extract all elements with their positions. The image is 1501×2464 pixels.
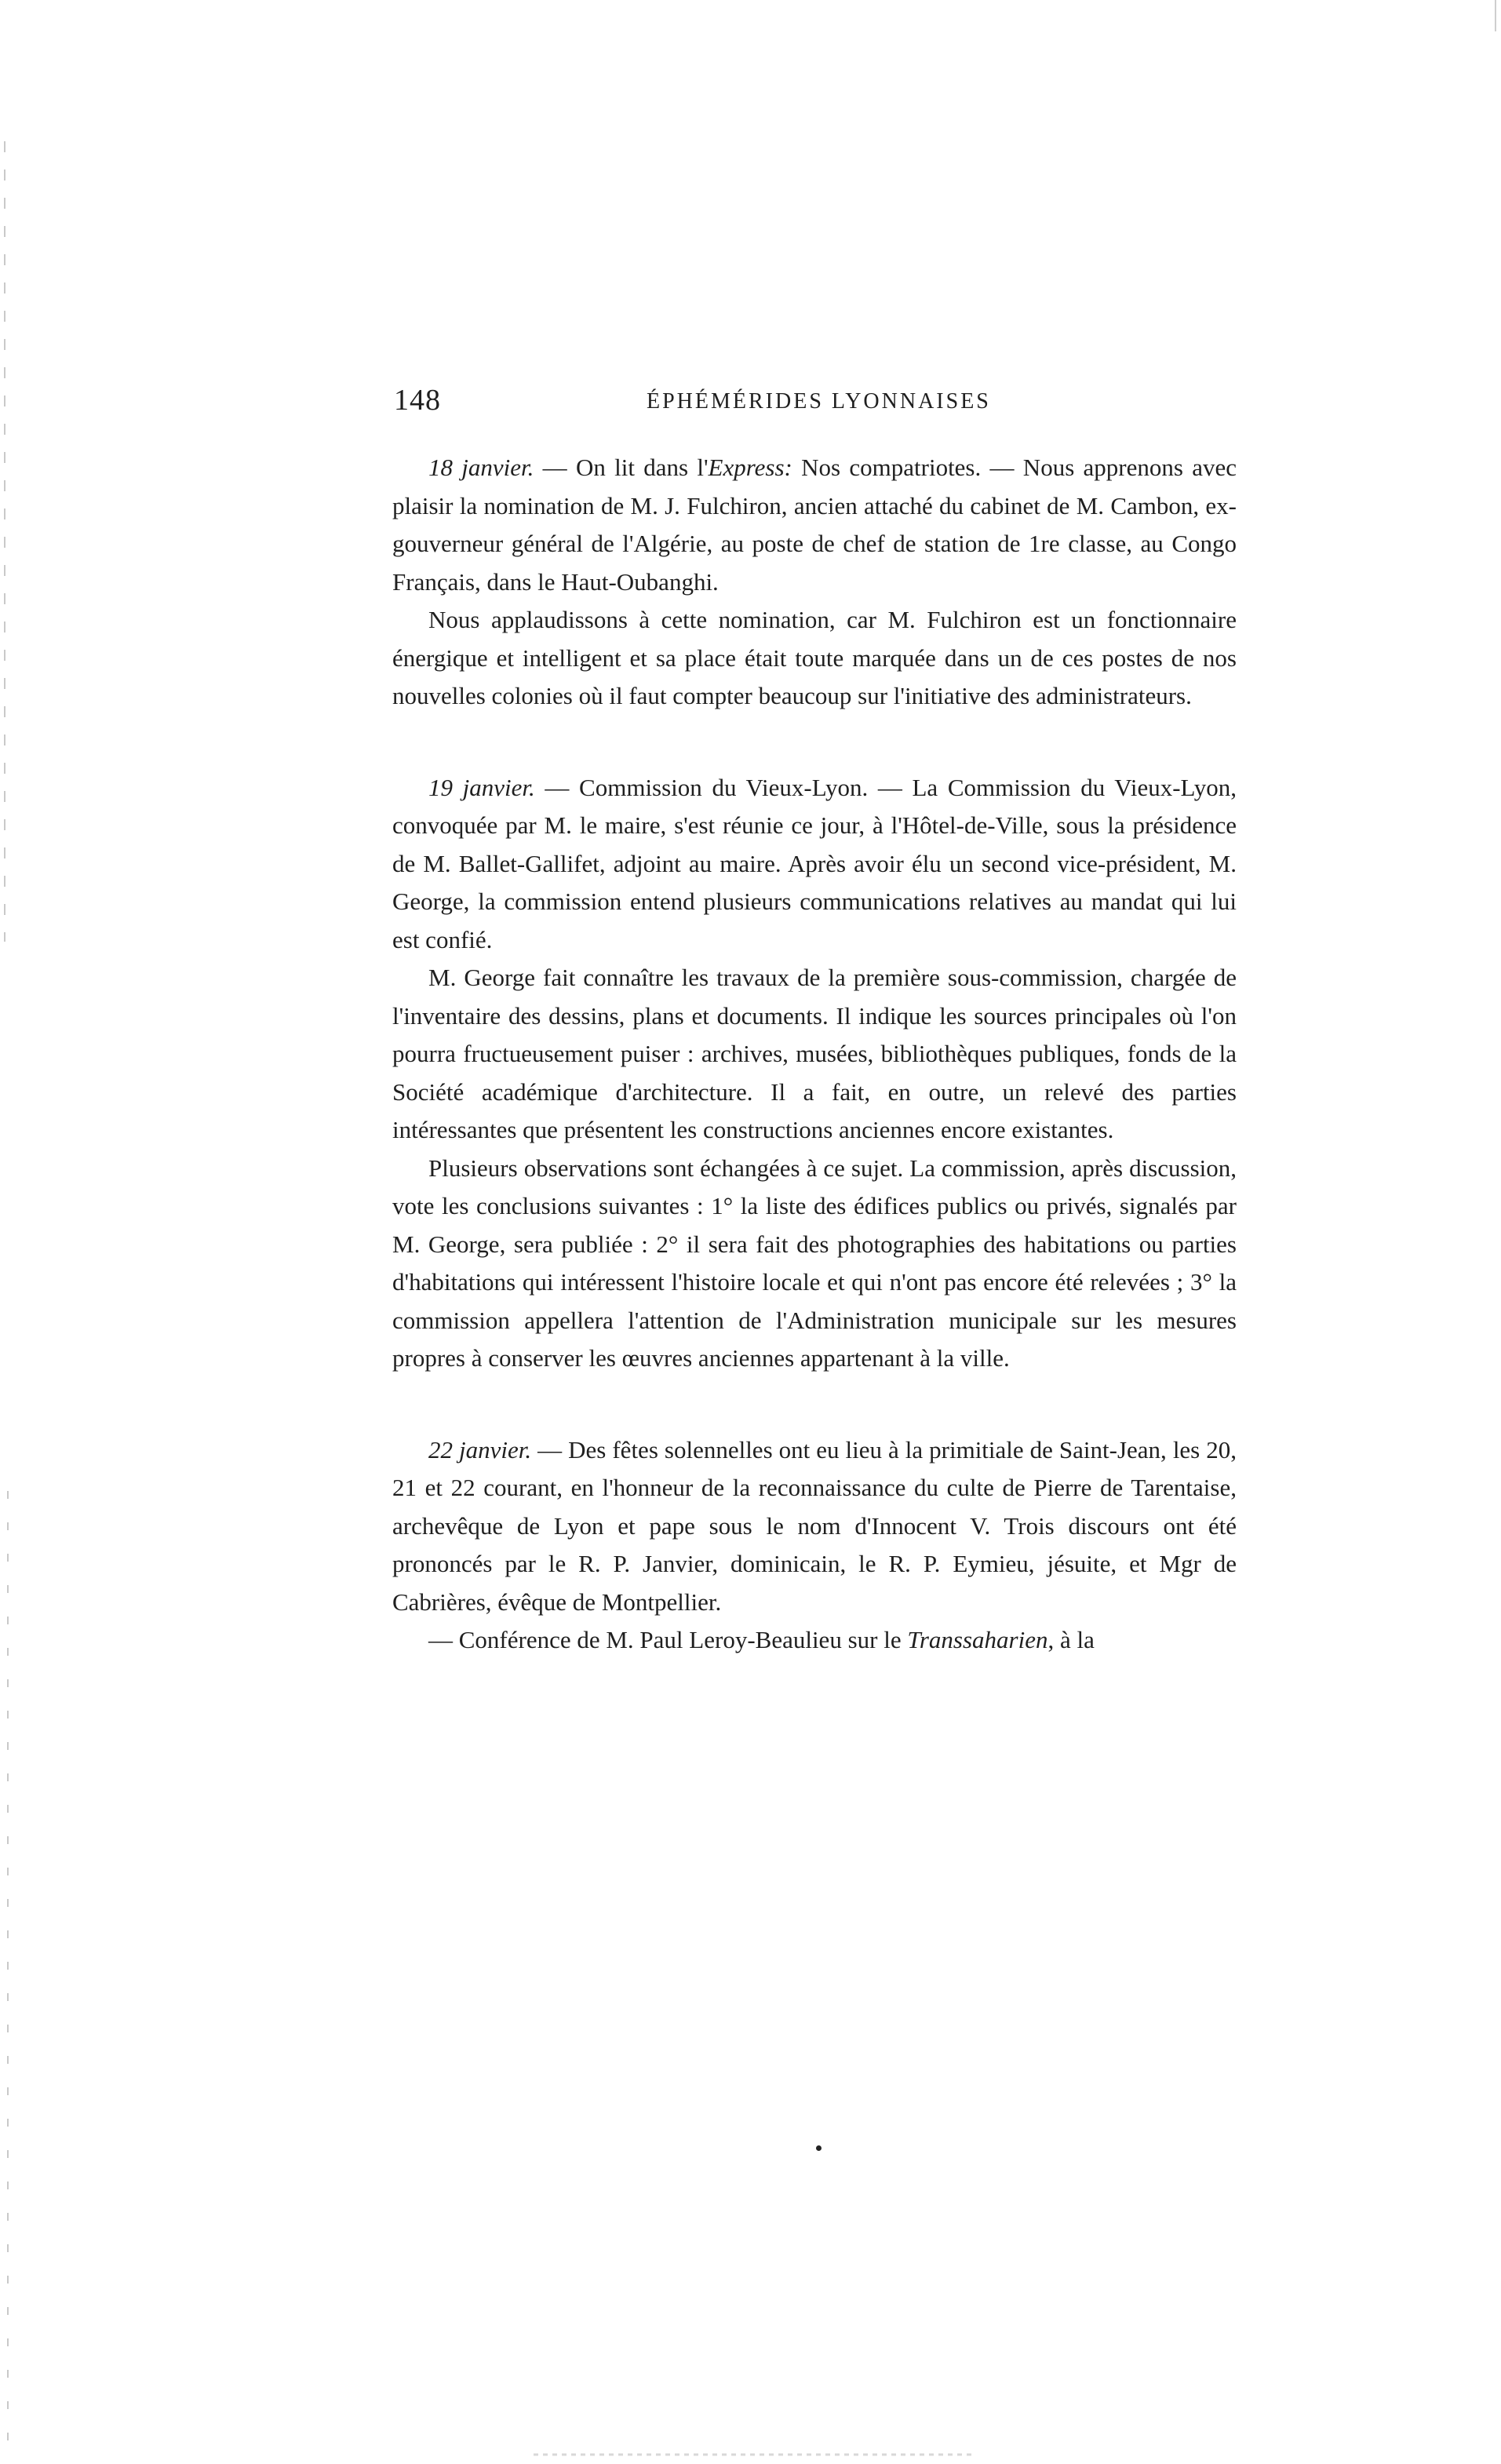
entry-date: 19 janvier.: [428, 773, 535, 801]
page-number: 148: [394, 384, 441, 417]
entry-date: 22 janvier.: [428, 1435, 532, 1463]
entry-paragraph: [392, 1621, 1237, 1660]
entry-text: Nos compatriotes. — Nous apprenons avec plaisir la nomination de M. J. Fulchiron, ancien attaché du cabinet de M. Cambon, ex-gouverneur général de l'Algérie, au poste de chef de station de 1re classe, au Congo Français, dans le Haut-Oubanghi.: [392, 454, 1237, 596]
entry-text: — On lit dans l': [534, 454, 709, 481]
italic-term: Transsaharien: [907, 1626, 1048, 1653]
running-title: ÉPHÉMÉRIDES LYONNAISES: [647, 389, 991, 414]
entry-paragraph: Nous applaudissons à cette nomination, car M. Fulchiron est un fonctionnaire énergique et intelligent et sa place était toute marquée dans un de ces postes de nos nouvelles colonies où il faut compter beaucoup sur l'initiative des administrateurs.: [392, 606, 1237, 709]
entry-19-janvier: [392, 769, 1237, 1378]
text-column: [392, 449, 1237, 1660]
entry-paragraph: [392, 769, 1237, 960]
entry-text: , à la: [1047, 1626, 1095, 1653]
entry-text: — Conférence de M. Paul Leroy-Beaulieu sur le: [428, 1626, 908, 1653]
entry-text: — Commission du Vieux-Lyon. — La Commission du Vieux-Lyon, convoquée par M. le maire, s'est réunie ce jour, à l'Hôtel-de-Ville, sous la présidence de M. Ballet-Gallifet, adjoint au maire. Après avoir élu un second vice-président, M. George, la commission entend plusieurs communications relatives au mandat qui lui est confié.: [392, 773, 1237, 953]
entry-paragraph: Plusieurs observations sont échangées à ce sujet. La commission, après discussion, vote les conclusions suivantes : 1° la liste des édifices publics ou privés, signalés par M. George, sera publiée : 2° il sera fait des photographies des habitations ou parties d'habitations qui intéressent l'histoire locale et qui n'ont pas encore été relevées ; 3° la commission appellera l'attention de l'Administration municipale sur les mesures propres à conserver les œuvres anciennes appartenant à la ville.: [392, 1154, 1237, 1372]
entry-paragraph: M. George fait connaître les travaux de la première sous-commission, chargée de l'inventaire des dessins, plans et documents. Il indique les sources principales où l'on pourra fructueusement puiser : archives, musées, bibliothèques publiques, fonds de la Société académique d'architecture. Il a fait, en outre, un relevé des parties intéressantes que présentent les constructions anciennes encore existantes.: [392, 964, 1237, 1143]
entry-18-janvier: [392, 449, 1237, 716]
page-header: [394, 383, 1235, 430]
entry-22-janvier: [392, 1431, 1237, 1660]
newspaper-title: Express:: [708, 454, 792, 481]
entry-paragraph: [392, 1431, 1237, 1622]
entry-date: 18 janvier.: [428, 454, 534, 481]
entry-paragraph: [392, 449, 1237, 601]
ink-speck: [816, 2145, 822, 2151]
entry-text: — Des fêtes solennelles ont eu lieu à la primitiale de Saint-Jean, les 20, 21 et 22 courant, en l'honneur de la reconnaissance du culte de Pierre de Tarentaise, archevêque de Lyon et pape sous le nom d'Innocent V. Trois discours ont été prononcés par le R. P. Janvier, dominicain, le R. P. Eymieu, jésuite, et Mgr de Cabrières, évêque de Montpellier.: [392, 1435, 1237, 1616]
